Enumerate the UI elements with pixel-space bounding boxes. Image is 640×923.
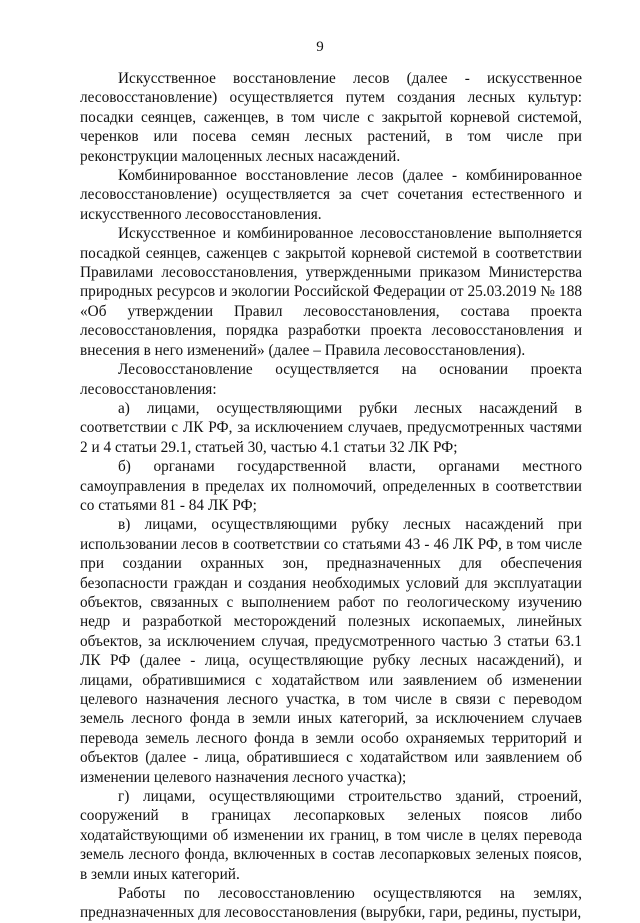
paragraph-artificial-reforestation: Искусственное восстановление лесов (далее - искусственное лесовосстановление) осуществляется путем создания лесных культур: посадки сеянцев, саженцев, в том числе с закрытой корневой системой, черенков или посева семян лесных растений, в том числе при реконструкции малоценных лесных насаждений. [80,70,582,165]
list-item-g: г) лицами, осуществляющими строительство зданий, строений, сооружений в границах лесопарковых зеленых поясов либо ходатайствующими об изменении их границ, в том числе в целях перевода земель лесного фонда, включенных в состав лесопарковых зеленых поясов, в земли иных категорий. [80,788,582,883]
paragraph-planting-rules: Искусственное и комбинированное лесовосстановление выполняется посадкой сеянцев, саженцев с закрытой корневой системой в соответствии Правилами лесовосстановления, утвержденными приказом Министерства природных ресурсов и экологии Российской Федерации от 25.03.2019 № 188 «Об утверждении Правил лесовосстановления, состава проекта лесовосстановления, порядка разработки проекта лесовосстановления и внесения в него изменений» (далее – Правила лесовосстановления). [80,225,582,359]
paragraph-combined-reforestation: Комбинированное восстановление лесов (далее - комбинированное лесовосстановление) осуществляется за счет сочетания естественного и искусственного лесовосстановления. [80,167,582,223]
list-item-b: б) органами государственной власти, органами местного самоуправления в пределах их полномочий, определенных в соответствии со статьями 81 - 84 ЛК РФ; [80,458,582,514]
paragraph-reforestation-basis: Лесовосстановление осуществляется на основании проекта лесовосстановления: [80,361,582,398]
page-number: 9 [316,39,324,55]
document-body [80,69,582,923]
list-item-v: в) лицами, осуществляющими рубку лесных насаждений при использовании лесов в соответствии со статьями 43 - 46 ЛК РФ, в том числе при создании охранных зон, предназначенных для обеспечения безопасности граждан и создания необходимых условий для эксплуатации объектов, связанных с выполнением работ по геологическому изучению недр и разработкой месторождений полезных ископаемых, линейных объектов, за исключением случая, предусмотренного частью 3 статьи 63.1 ЛК РФ (далее - лица, осуществляющие рубку лесных насаждений), и лицами, обратившимися с ходатайством или заявлением об изменении целевого назначения лесного участка, в том числе в связи с переводом земель лесного фонда в земли иных категорий, за исключением случаев перевода земель лесного фонда в земли особо охраняемых территорий и объектов (далее - лица, обратившиеся с ходатайством или заявлением об изменении целевого назначения лесного участка); [80,516,582,786]
paragraph-reforestation-lands: Работы по лесовосстановлению осуществляются на землях, предназначенных для лесовосстановления (вырубки, гари, редины, пустыри, [80,885,582,922]
list-item-a: а) лицами, осуществляющими рубки лесных насаждений в соответствии с ЛК РФ, за исключением случаев, предусмотренных частями 2 и 4 статьи 29.1, статьей 30, частью 4.1 статьи 32 ЛК РФ; [80,399,582,456]
